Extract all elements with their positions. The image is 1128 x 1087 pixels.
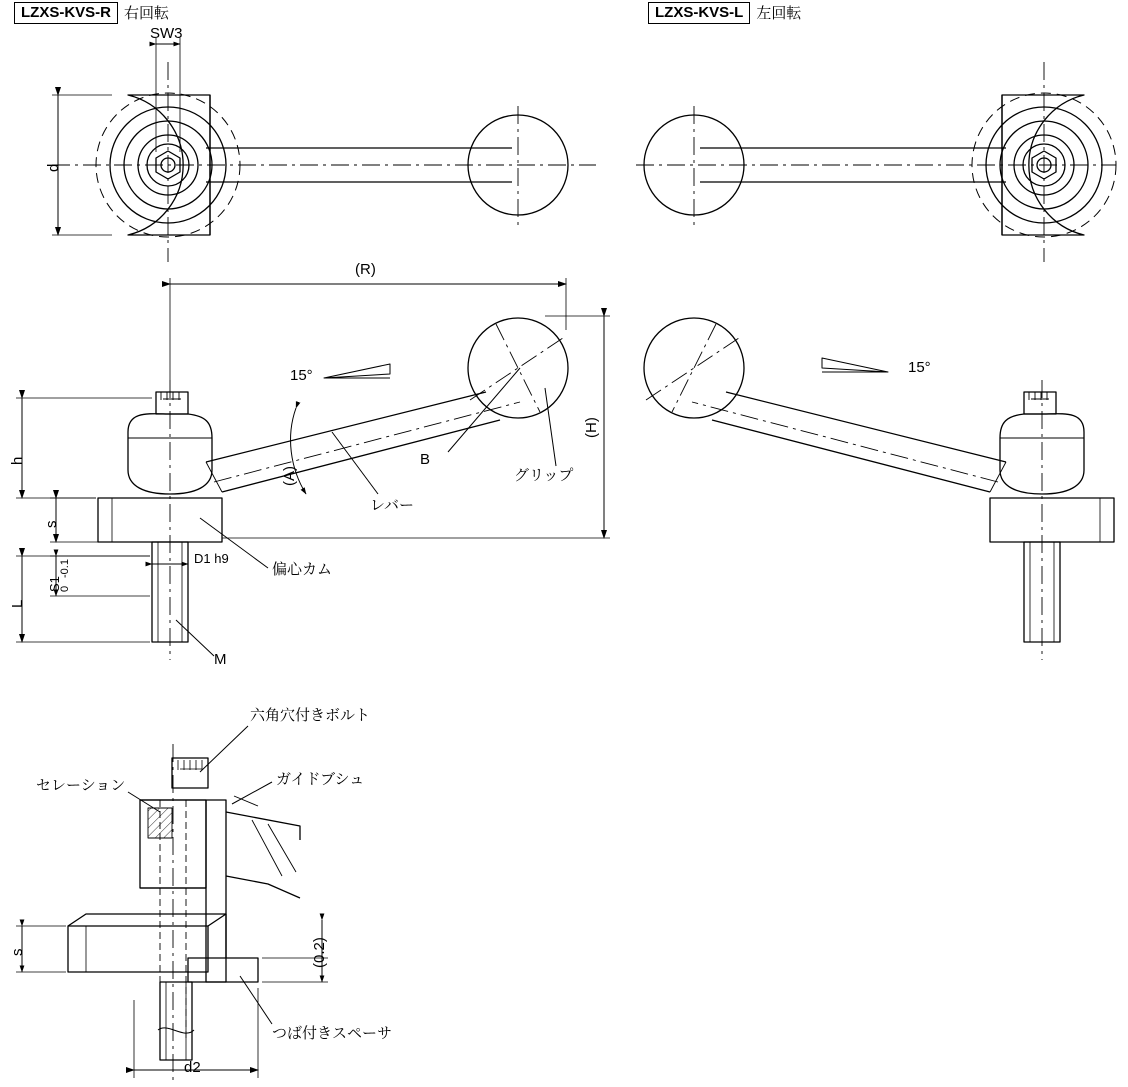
dim-label-A: (A) [281,466,298,486]
elevation-view-right [98,318,568,660]
rotation-label-left: 左回転 [756,4,802,22]
callout-lever: レバー [370,497,414,514]
leader-serration [128,792,160,812]
dim-label-angle-left: 15° [908,359,931,376]
dim-label-D1: D1 h9 [194,551,229,566]
elevation-view-left [644,318,1114,660]
callout-hex-socket-bolt: 六角穴付きボルト [250,707,371,724]
detail-dim-label-d2: d2 [184,1059,201,1076]
angle-marker-left [822,358,888,372]
detail-leaders [128,726,272,1024]
leader-flanged-spacer [240,976,272,1024]
dim-label-R: (R) [355,261,376,278]
dim-label-S1-tol-lower: -0.1 [59,559,71,578]
callout-flanged-spacer: つば付きスペーサ [272,1025,393,1042]
dim-label-L: L [9,599,26,608]
leader-B [448,368,520,452]
callout-grip: グリップ [514,467,574,484]
part-code-right: LZXS-KVS-R [14,2,118,24]
dim-label-sw3: SW3 [150,25,183,42]
callout-serration: セレーション [36,777,126,794]
dim-label-angle-right: 15° [290,367,313,384]
dim-label-B: B [420,451,431,468]
angle-marker-right [324,364,390,378]
callout-guide-bush: ガイドブシュ [276,771,365,788]
dim-R [170,278,566,380]
rotation-label-right: 右回転 [124,4,170,22]
detail-dim-label-s: s [9,948,26,956]
dim-label-H: (H) [583,417,600,438]
detail-dims [16,920,328,1078]
dim-s [50,498,150,542]
leader-guide-bush [232,782,272,804]
dim-h [16,398,152,498]
dim-label-S1-tol-upper: 0 [59,585,71,592]
dim-label-d: d [45,163,62,172]
dim-L [16,556,150,642]
plan-view-right [52,62,596,262]
dim-H [222,316,610,538]
detail-section-view [68,744,300,1080]
dim-label-s: s [43,520,60,528]
dim-label-h: h [9,456,26,465]
part-code-left: LZXS-KVS-L [648,2,750,24]
callout-eccentric-cam: 偏心カム [272,561,333,578]
leader-grip [545,388,556,466]
leader-hex-bolt [200,726,248,772]
detail-dim-label-gap: (0.2) [311,937,328,968]
plan-view-left [636,62,1116,262]
dim-label-M: M [214,651,227,668]
dim-label-S1: S1 [47,576,62,592]
